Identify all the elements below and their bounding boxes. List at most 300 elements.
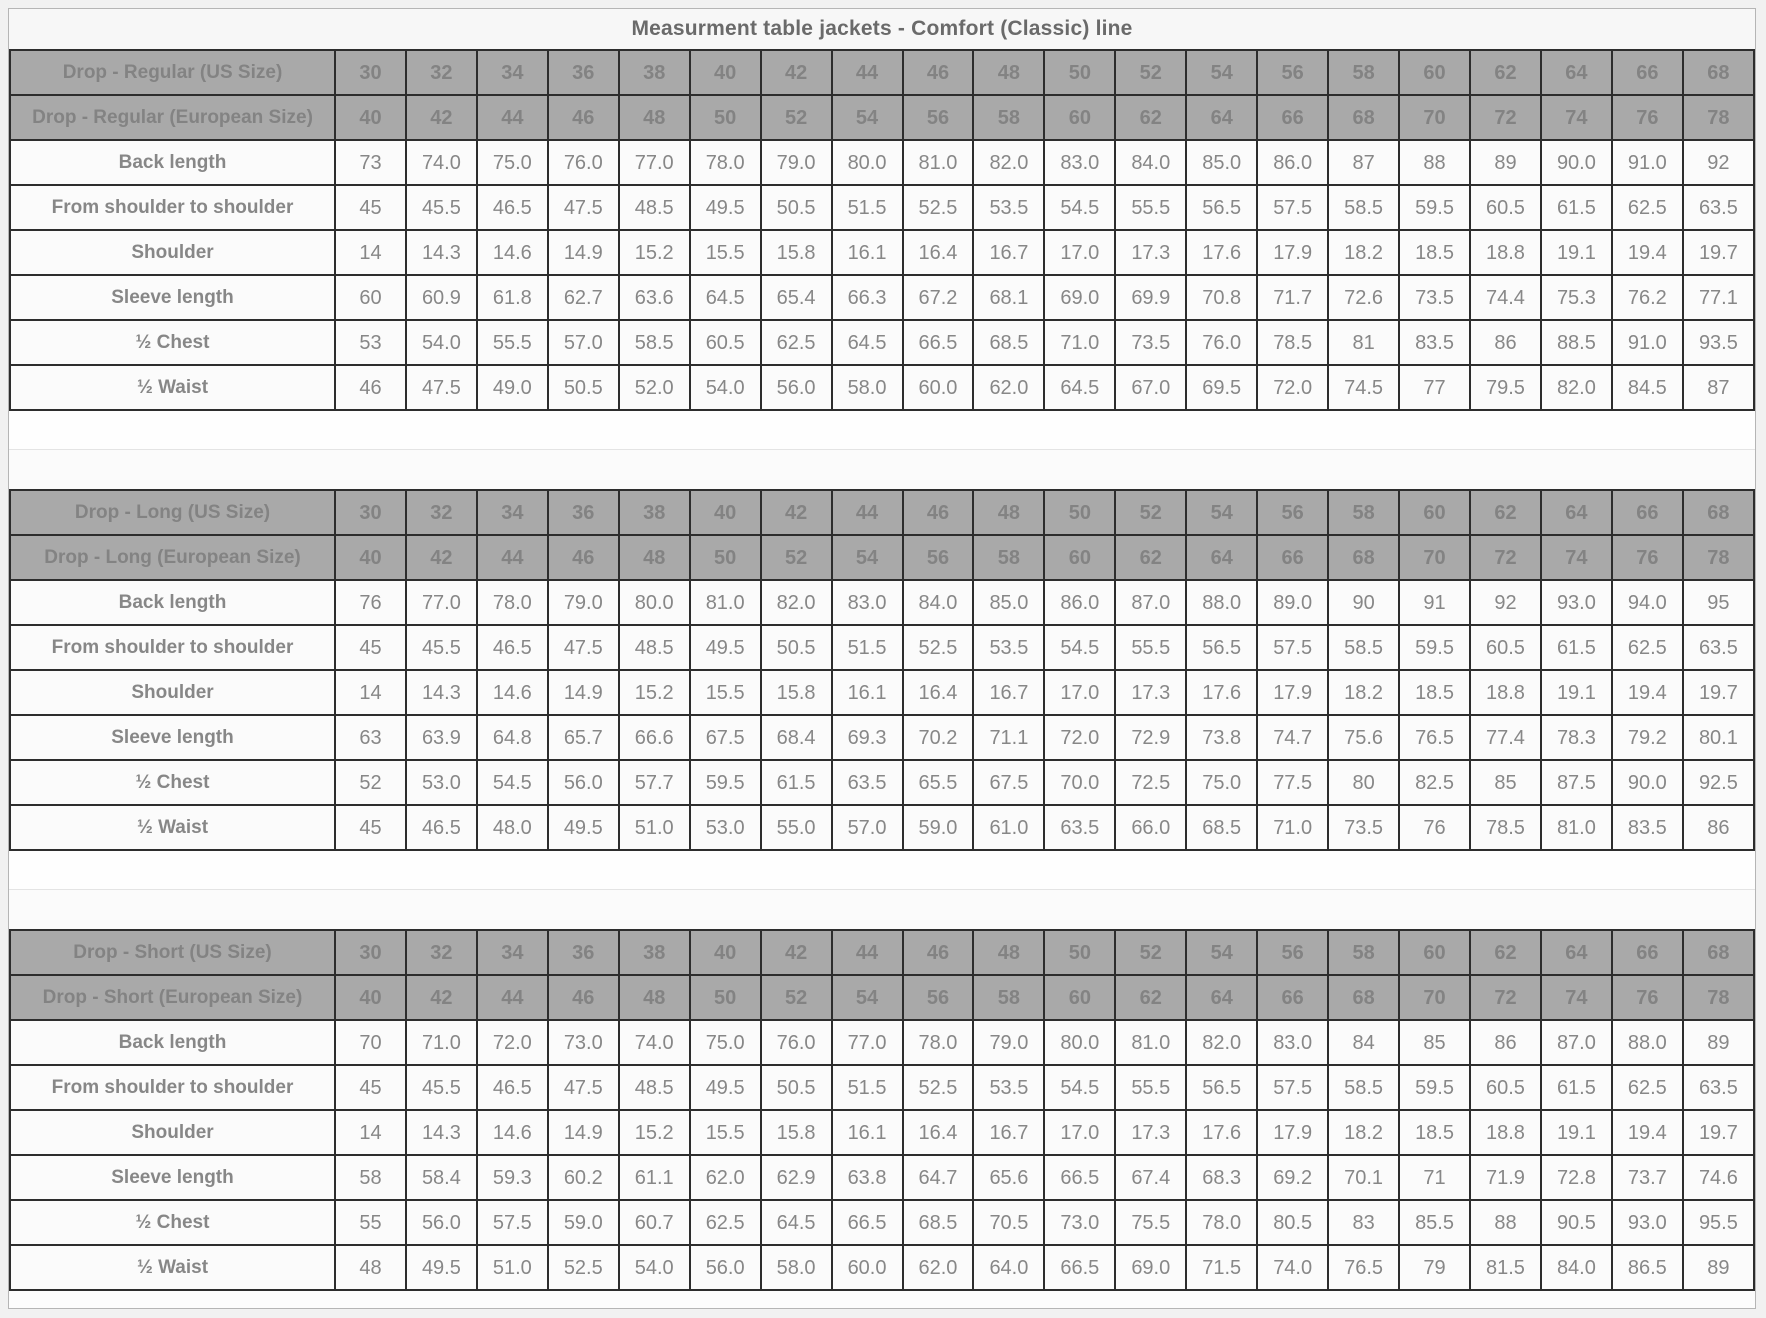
us-size-header-cell: 50 <box>1044 490 1115 535</box>
measurement-cell: 56.0 <box>406 1200 477 1245</box>
us-size-header-row <box>10 930 1754 975</box>
eu-size-header-cell: 74 <box>1541 535 1612 580</box>
measurement-cell: 93.0 <box>1541 580 1612 625</box>
eu-size-header-cell: 62 <box>1115 95 1186 140</box>
eu-size-header-cell: 48 <box>619 975 690 1020</box>
measurement-row <box>10 1065 1754 1110</box>
measurement-cell: 16.4 <box>903 230 974 275</box>
measurement-row-label: ½ Waist <box>10 1245 335 1290</box>
measurement-cell: 16.1 <box>832 670 903 715</box>
us-size-header-cell: 36 <box>548 490 619 535</box>
measurement-cell: 74.0 <box>1257 1245 1328 1290</box>
measurement-cell: 14.6 <box>477 1110 548 1155</box>
measurement-cell: 70.2 <box>903 715 974 760</box>
measurement-row <box>10 185 1754 230</box>
section-gap-upper <box>9 851 1755 890</box>
measurement-cell: 77 <box>1399 365 1470 410</box>
eu-size-header-cell: 68 <box>1328 535 1399 580</box>
measurement-cell: 49.0 <box>477 365 548 410</box>
measurement-cell: 73.5 <box>1399 275 1470 320</box>
measurement-cell: 45 <box>335 625 406 670</box>
measurement-cell: 69.2 <box>1257 1155 1328 1200</box>
measurement-cell: 52 <box>335 760 406 805</box>
measurement-cell: 88 <box>1399 140 1470 185</box>
measurement-cell: 75.0 <box>690 1020 761 1065</box>
us-size-header-cell: 38 <box>619 930 690 975</box>
measurement-cell: 62.5 <box>1612 1065 1683 1110</box>
eu-size-header-cell: 62 <box>1115 975 1186 1020</box>
measurement-cell: 73 <box>335 140 406 185</box>
measurement-cell: 59.0 <box>548 1200 619 1245</box>
measurement-cell: 19.4 <box>1612 230 1683 275</box>
measurement-cell: 61.5 <box>1541 1065 1612 1110</box>
measurement-cell: 14 <box>335 230 406 275</box>
measurement-cell: 90.5 <box>1541 1200 1612 1245</box>
measurement-cell: 51.5 <box>832 185 903 230</box>
us-size-header-cell: 60 <box>1399 930 1470 975</box>
measurement-cell: 18.5 <box>1399 230 1470 275</box>
measurement-cell: 84.0 <box>903 580 974 625</box>
measurement-cell: 62.5 <box>1612 185 1683 230</box>
measurement-cell: 86.0 <box>1044 580 1115 625</box>
measurement-cell: 87.5 <box>1541 760 1612 805</box>
measurement-cell: 91.0 <box>1612 320 1683 365</box>
measurement-cell: 64.5 <box>761 1200 832 1245</box>
us-size-header-cell: 40 <box>690 490 761 535</box>
measurement-cell: 83.5 <box>1399 320 1470 365</box>
us-size-header-cell: 50 <box>1044 930 1115 975</box>
measurement-cell: 67.5 <box>690 715 761 760</box>
measurement-cell: 92 <box>1470 580 1541 625</box>
measurement-cell: 63.8 <box>832 1155 903 1200</box>
measurement-cell: 18.2 <box>1328 230 1399 275</box>
measurement-cell: 69.0 <box>1115 1245 1186 1290</box>
measurement-cell: 14.3 <box>406 670 477 715</box>
measurement-cell: 89 <box>1683 1020 1754 1065</box>
measurement-cell: 16.7 <box>973 230 1044 275</box>
us-size-header-row <box>10 50 1754 95</box>
measurement-cell: 57.0 <box>548 320 619 365</box>
measurement-row-label: ½ Chest <box>10 760 335 805</box>
measurement-cell: 19.1 <box>1541 670 1612 715</box>
measurement-cell: 63.5 <box>832 760 903 805</box>
us-size-header-cell: 52 <box>1115 490 1186 535</box>
eu-size-header-label: Drop - Regular (European Size) <box>10 95 335 140</box>
measurement-cell: 66.5 <box>832 1200 903 1245</box>
us-size-header-cell: 48 <box>973 50 1044 95</box>
measurement-cell: 72.0 <box>1044 715 1115 760</box>
measurement-cell: 17.0 <box>1044 670 1115 715</box>
eu-size-header-cell: 50 <box>690 975 761 1020</box>
measurement-cell: 63.5 <box>1044 805 1115 850</box>
us-size-header-cell: 60 <box>1399 50 1470 95</box>
measurement-cell: 74.0 <box>619 1020 690 1065</box>
measurement-cell: 67.0 <box>1115 365 1186 410</box>
section-gap-lower <box>9 890 1755 929</box>
eu-size-header-cell: 78 <box>1683 535 1754 580</box>
measurement-cell: 84.5 <box>1612 365 1683 410</box>
measurement-cell: 88.5 <box>1541 320 1612 365</box>
measurement-row-label: From shoulder to shoulder <box>10 185 335 230</box>
measurement-cell: 53.5 <box>973 1065 1044 1110</box>
measurement-cell: 75.3 <box>1541 275 1612 320</box>
measurement-cell: 46.5 <box>406 805 477 850</box>
eu-size-header-cell: 40 <box>335 975 406 1020</box>
measurement-cell: 77.0 <box>832 1020 903 1065</box>
measurement-cell: 51.5 <box>832 625 903 670</box>
measurement-cell: 49.5 <box>690 185 761 230</box>
measurement-cell: 14 <box>335 1110 406 1155</box>
measurement-cell: 64.8 <box>477 715 548 760</box>
measurement-cell: 68.3 <box>1186 1155 1257 1200</box>
measurement-row-label: Shoulder <box>10 670 335 715</box>
measurement-cell: 16.4 <box>903 1110 974 1155</box>
measurement-cell: 46.5 <box>477 1065 548 1110</box>
measurement-cell: 79 <box>1399 1245 1470 1290</box>
measurement-cell: 71.0 <box>1257 805 1328 850</box>
measurement-cell: 78.5 <box>1257 320 1328 365</box>
measurement-cell: 58.5 <box>1328 1065 1399 1110</box>
eu-size-header-cell: 54 <box>832 975 903 1020</box>
measurement-cell: 54.5 <box>477 760 548 805</box>
measurement-row <box>10 760 1754 805</box>
measurement-cell: 61.1 <box>619 1155 690 1200</box>
measurement-cell: 45.5 <box>406 185 477 230</box>
measurement-cell: 17.3 <box>1115 1110 1186 1155</box>
measurement-cell: 65.6 <box>973 1155 1044 1200</box>
eu-size-header-cell: 60 <box>1044 535 1115 580</box>
measurement-cell: 63.5 <box>1683 1065 1754 1110</box>
measurement-cell: 14.6 <box>477 670 548 715</box>
measurement-cell: 91.0 <box>1612 140 1683 185</box>
measurement-cell: 69.9 <box>1115 275 1186 320</box>
measurement-cell: 55.5 <box>1115 1065 1186 1110</box>
measurement-row <box>10 1245 1754 1290</box>
measurement-cell: 86 <box>1470 1020 1541 1065</box>
measurement-cell: 46 <box>335 365 406 410</box>
measurement-cell: 71.7 <box>1257 275 1328 320</box>
measurement-cell: 95.5 <box>1683 1200 1754 1245</box>
measurement-row-label: Sleeve length <box>10 1155 335 1200</box>
measurement-cell: 68.5 <box>903 1200 974 1245</box>
measurement-cell: 59.5 <box>690 760 761 805</box>
measurement-cell: 53.5 <box>973 625 1044 670</box>
measurement-cell: 16.7 <box>973 670 1044 715</box>
measurement-cell: 58.0 <box>832 365 903 410</box>
measurement-cell: 74.7 <box>1257 715 1328 760</box>
measurement-cell: 62.0 <box>903 1245 974 1290</box>
measurement-cell: 18.8 <box>1470 670 1541 715</box>
measurement-cell: 76.0 <box>1186 320 1257 365</box>
measurement-cell: 66.5 <box>1044 1155 1115 1200</box>
measurement-cell: 72.5 <box>1115 760 1186 805</box>
measurement-cell: 89.0 <box>1257 580 1328 625</box>
measurement-cell: 71.5 <box>1186 1245 1257 1290</box>
measurement-cell: 63.5 <box>1683 185 1754 230</box>
eu-size-header-label: Drop - Short (European Size) <box>10 975 335 1020</box>
eu-size-header-row <box>10 975 1754 1020</box>
eu-size-header-cell: 72 <box>1470 975 1541 1020</box>
us-size-header-label: Drop - Long (US Size) <box>10 490 335 535</box>
us-size-header-cell: 48 <box>973 490 1044 535</box>
us-size-header-cell: 36 <box>548 50 619 95</box>
measurement-cell: 57.5 <box>1257 185 1328 230</box>
us-size-header-cell: 46 <box>903 50 974 95</box>
measurement-cell: 73.5 <box>1115 320 1186 365</box>
measurement-cell: 18.8 <box>1470 230 1541 275</box>
measurement-cell: 85.0 <box>1186 140 1257 185</box>
measurement-cell: 15.2 <box>619 1110 690 1155</box>
measurement-cell: 51.0 <box>619 805 690 850</box>
measurement-cell: 46.5 <box>477 625 548 670</box>
us-size-header-cell: 52 <box>1115 50 1186 95</box>
measurement-cell: 80.0 <box>1044 1020 1115 1065</box>
us-size-header-cell: 66 <box>1612 930 1683 975</box>
measurement-cell: 55 <box>335 1200 406 1245</box>
measurement-cell: 53 <box>335 320 406 365</box>
eu-size-header-cell: 56 <box>903 535 974 580</box>
us-size-header-cell: 54 <box>1186 490 1257 535</box>
section-gap <box>9 411 1755 489</box>
measurement-cell: 83 <box>1328 1200 1399 1245</box>
us-size-header-cell: 32 <box>406 50 477 95</box>
measurement-cell: 62.5 <box>690 1200 761 1245</box>
measurement-cell: 56.0 <box>548 760 619 805</box>
measurement-cell: 92 <box>1683 140 1754 185</box>
measurement-cell: 72.8 <box>1541 1155 1612 1200</box>
measurement-cell: 76.5 <box>1328 1245 1399 1290</box>
measurement-cell: 84 <box>1328 1020 1399 1065</box>
measurement-cell: 77.0 <box>406 580 477 625</box>
measurement-cell: 76 <box>335 580 406 625</box>
measurement-cell: 70.8 <box>1186 275 1257 320</box>
measurement-cell: 64.5 <box>690 275 761 320</box>
eu-size-header-cell: 76 <box>1612 975 1683 1020</box>
measurement-cell: 73.0 <box>548 1020 619 1065</box>
eu-size-header-cell: 50 <box>690 535 761 580</box>
measurement-cell: 91 <box>1399 580 1470 625</box>
measurement-cell: 66.6 <box>619 715 690 760</box>
measurement-cell: 81.0 <box>1115 1020 1186 1065</box>
measurement-cell: 49.5 <box>690 1065 761 1110</box>
measurement-cell: 82.0 <box>1186 1020 1257 1065</box>
measurement-row-label: Sleeve length <box>10 715 335 760</box>
measurement-cell: 57.0 <box>832 805 903 850</box>
measurement-cell: 70.5 <box>973 1200 1044 1245</box>
measurement-row <box>10 715 1754 760</box>
eu-size-header-cell: 60 <box>1044 95 1115 140</box>
us-size-header-cell: 36 <box>548 930 619 975</box>
eu-size-header-cell: 52 <box>761 95 832 140</box>
measurement-cell: 60.0 <box>832 1245 903 1290</box>
measurement-cell: 54.5 <box>1044 1065 1115 1110</box>
measurement-cell: 82.0 <box>761 580 832 625</box>
us-size-header-cell: 34 <box>477 50 548 95</box>
measurement-cell: 45 <box>335 1065 406 1110</box>
measurement-cell: 89 <box>1470 140 1541 185</box>
measurement-table-long <box>9 489 1755 851</box>
section-gap-lower <box>9 450 1755 489</box>
measurement-cell: 56.5 <box>1186 1065 1257 1110</box>
eu-size-header-cell: 68 <box>1328 975 1399 1020</box>
measurement-cell: 47.5 <box>406 365 477 410</box>
us-size-header-cell: 50 <box>1044 50 1115 95</box>
eu-size-header-cell: 70 <box>1399 535 1470 580</box>
measurement-cell: 48.5 <box>619 185 690 230</box>
measurement-cell: 63 <box>335 715 406 760</box>
measurement-cell: 47.5 <box>548 1065 619 1110</box>
measurement-cell: 49.5 <box>548 805 619 850</box>
eu-size-header-cell: 42 <box>406 95 477 140</box>
measurement-cell: 76.0 <box>761 1020 832 1065</box>
measurement-cell: 14.3 <box>406 1110 477 1155</box>
eu-size-header-cell: 50 <box>690 95 761 140</box>
us-size-header-cell: 54 <box>1186 50 1257 95</box>
measurement-cell: 19.7 <box>1683 230 1754 275</box>
measurement-cell: 81.5 <box>1470 1245 1541 1290</box>
page-title: Measurment table jackets - Comfort (Classic) line <box>9 9 1755 49</box>
measurement-cell: 54.5 <box>1044 625 1115 670</box>
measurement-row <box>10 1155 1754 1200</box>
measurement-cell: 65.4 <box>761 275 832 320</box>
measurement-cell: 55.5 <box>1115 625 1186 670</box>
measurement-cell: 82.0 <box>1541 365 1612 410</box>
measurement-cell: 18.5 <box>1399 670 1470 715</box>
measurement-cell: 79.5 <box>1470 365 1541 410</box>
eu-size-header-cell: 74 <box>1541 95 1612 140</box>
measurement-row-label: ½ Waist <box>10 365 335 410</box>
measurement-cell: 82.0 <box>973 140 1044 185</box>
measurement-cell: 60.9 <box>406 275 477 320</box>
measurement-cell: 77.1 <box>1683 275 1754 320</box>
measurement-cell: 58.4 <box>406 1155 477 1200</box>
us-size-header-cell: 66 <box>1612 50 1683 95</box>
measurement-cell: 69.3 <box>832 715 903 760</box>
measurement-cell: 78.0 <box>903 1020 974 1065</box>
us-size-header-cell: 34 <box>477 930 548 975</box>
eu-size-header-cell: 66 <box>1257 975 1328 1020</box>
measurement-cell: 17.9 <box>1257 230 1328 275</box>
measurement-cell: 58.5 <box>1328 625 1399 670</box>
eu-size-header-cell: 64 <box>1186 975 1257 1020</box>
measurement-cell: 73.8 <box>1186 715 1257 760</box>
measurement-cell: 14.9 <box>548 1110 619 1155</box>
measurement-cell: 15.2 <box>619 670 690 715</box>
us-size-header-cell: 48 <box>973 930 1044 975</box>
measurement-cell: 17.6 <box>1186 670 1257 715</box>
measurement-cell: 88.0 <box>1612 1020 1683 1065</box>
measurement-cell: 45.5 <box>406 625 477 670</box>
eu-size-header-cell: 44 <box>477 535 548 580</box>
measurement-cell: 78.5 <box>1470 805 1541 850</box>
measurement-cell: 51.5 <box>832 1065 903 1110</box>
measurement-cell: 52.5 <box>903 625 974 670</box>
eu-size-header-cell: 46 <box>548 535 619 580</box>
measurement-cell: 18.8 <box>1470 1110 1541 1155</box>
measurement-cell: 62.7 <box>548 275 619 320</box>
measurement-cell: 52.5 <box>548 1245 619 1290</box>
eu-size-header-cell: 78 <box>1683 95 1754 140</box>
measurement-cell: 84.0 <box>1541 1245 1612 1290</box>
measurement-cell: 14.9 <box>548 230 619 275</box>
measurement-cell: 15.8 <box>761 670 832 715</box>
measurement-cell: 17.9 <box>1257 670 1328 715</box>
measurement-cell: 86.0 <box>1257 140 1328 185</box>
measurement-cell: 71.1 <box>973 715 1044 760</box>
us-size-header-cell: 66 <box>1612 490 1683 535</box>
measurement-cell: 47.5 <box>548 625 619 670</box>
measurement-row <box>10 1200 1754 1245</box>
measurement-cell: 80.1 <box>1683 715 1754 760</box>
measurement-cell: 57.5 <box>1257 625 1328 670</box>
measurement-cell: 72.0 <box>1257 365 1328 410</box>
measurement-cell: 65.7 <box>548 715 619 760</box>
measurement-cell: 15.5 <box>690 1110 761 1155</box>
us-size-header-cell: 56 <box>1257 50 1328 95</box>
measurement-cell: 14.9 <box>548 670 619 715</box>
us-size-header-cell: 64 <box>1541 490 1612 535</box>
measurement-cell: 14.6 <box>477 230 548 275</box>
measurement-cell: 49.5 <box>690 625 761 670</box>
measurement-cell: 19.1 <box>1541 230 1612 275</box>
measurement-cell: 15.5 <box>690 230 761 275</box>
us-size-header-cell: 32 <box>406 490 477 535</box>
us-size-header-cell: 42 <box>761 490 832 535</box>
eu-size-header-cell: 78 <box>1683 975 1754 1020</box>
eu-size-header-cell: 56 <box>903 95 974 140</box>
measurement-cell: 53.0 <box>406 760 477 805</box>
measurement-cell: 75.0 <box>477 140 548 185</box>
measurement-cell: 62.0 <box>973 365 1044 410</box>
measurement-cell: 59.3 <box>477 1155 548 1200</box>
measurement-cell: 63.9 <box>406 715 477 760</box>
eu-size-header-cell: 70 <box>1399 95 1470 140</box>
measurement-cell: 17.6 <box>1186 230 1257 275</box>
eu-size-header-cell: 64 <box>1186 95 1257 140</box>
measurement-row-label: ½ Waist <box>10 805 335 850</box>
table-body <box>10 490 1754 850</box>
measurement-cell: 76.5 <box>1399 715 1470 760</box>
measurement-cell: 49.5 <box>406 1245 477 1290</box>
measurement-cell: 73.0 <box>1044 1200 1115 1245</box>
measurement-cell: 62.0 <box>690 1155 761 1200</box>
measurement-cell: 78.0 <box>1186 1200 1257 1245</box>
measurement-cell: 61.8 <box>477 275 548 320</box>
us-size-header-cell: 68 <box>1683 50 1754 95</box>
measurement-cell: 57.5 <box>477 1200 548 1245</box>
measurement-cell: 81.0 <box>1541 805 1612 850</box>
measurement-cell: 15.2 <box>619 230 690 275</box>
measurement-cell: 71.0 <box>1044 320 1115 365</box>
measurement-cell: 19.4 <box>1612 670 1683 715</box>
measurement-row <box>10 230 1754 275</box>
measurement-cell: 60.7 <box>619 1200 690 1245</box>
eu-size-header-cell: 54 <box>832 535 903 580</box>
us-size-header-cell: 44 <box>832 50 903 95</box>
measurement-cell: 56.0 <box>761 365 832 410</box>
measurement-row-label: ½ Chest <box>10 1200 335 1245</box>
measurement-cell: 79.0 <box>548 580 619 625</box>
us-size-header-cell: 46 <box>903 930 974 975</box>
eu-size-header-cell: 66 <box>1257 95 1328 140</box>
measurement-cell: 17.9 <box>1257 1110 1328 1155</box>
measurement-row-label: ½ Chest <box>10 320 335 365</box>
eu-size-header-cell: 66 <box>1257 535 1328 580</box>
measurement-cell: 78.0 <box>477 580 548 625</box>
eu-size-header-row <box>10 535 1754 580</box>
measurement-table-short <box>9 929 1755 1291</box>
measurement-row <box>10 805 1754 850</box>
